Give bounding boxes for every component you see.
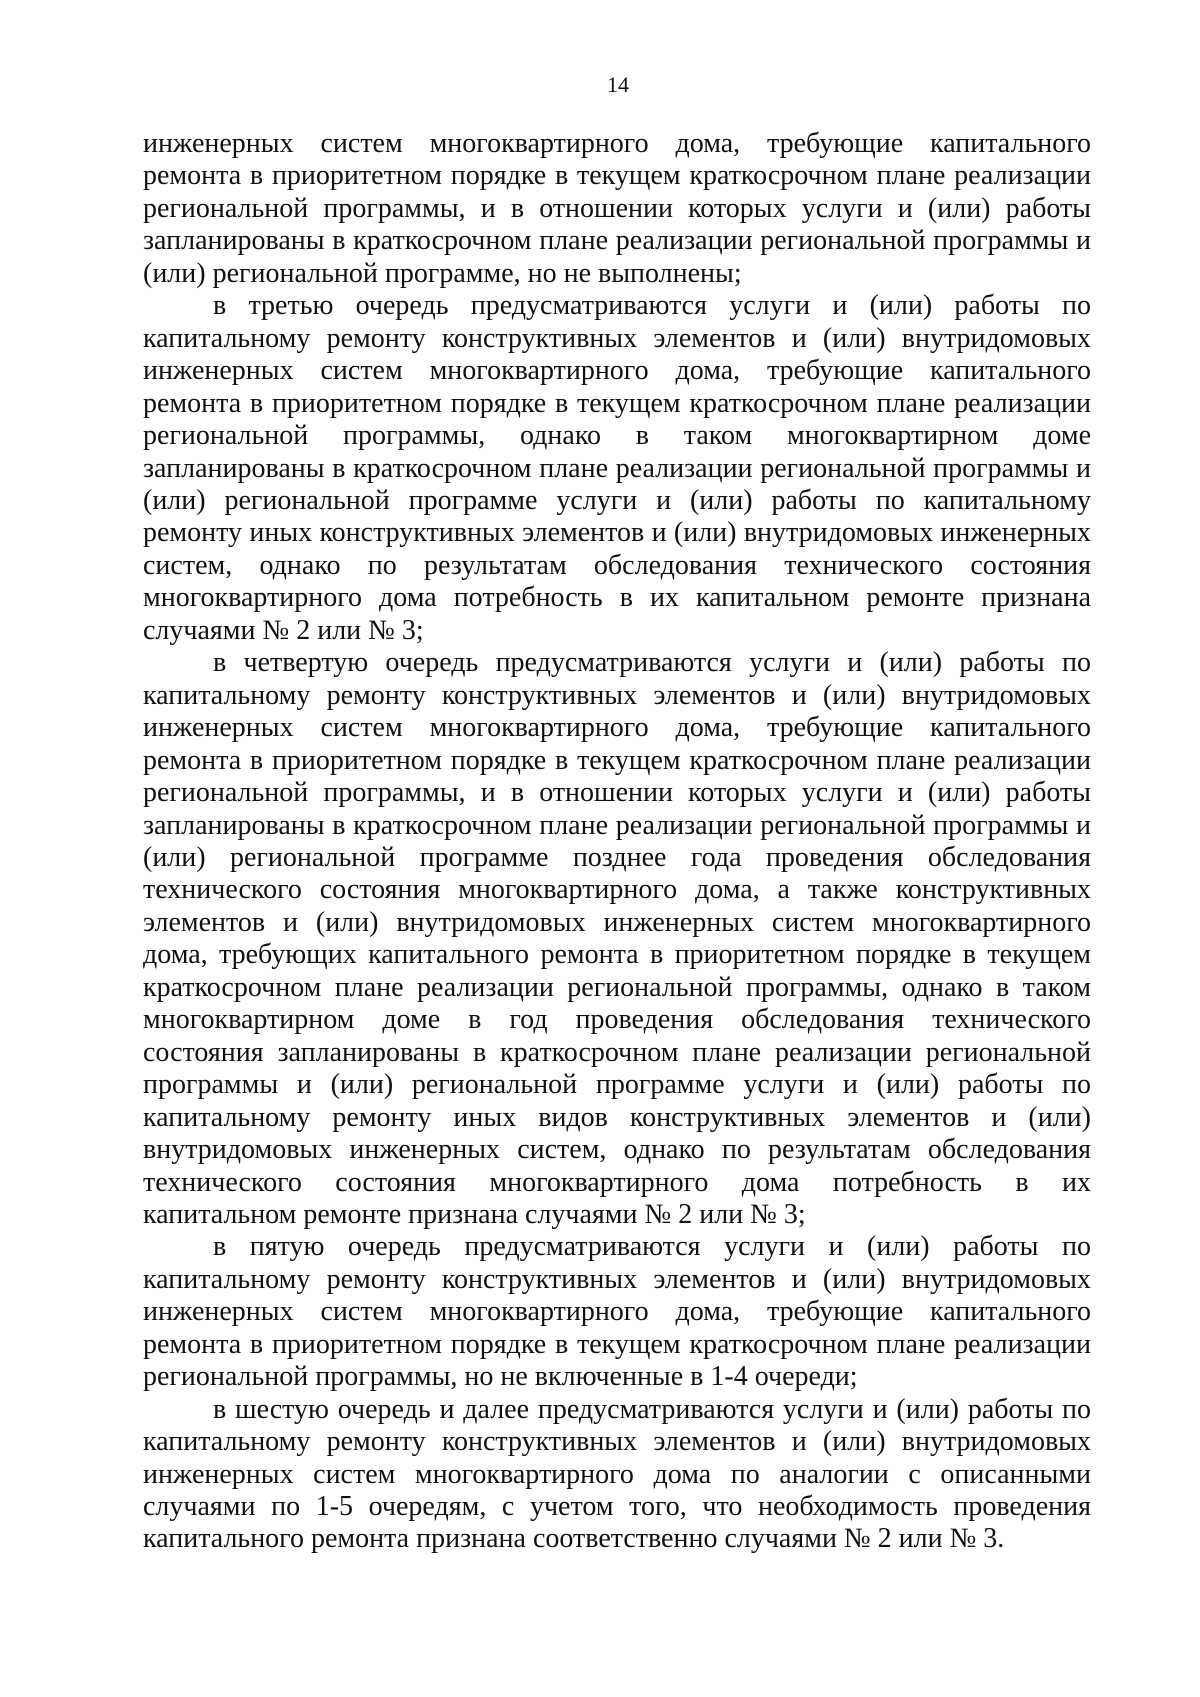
paragraph-third-priority: в третью очередь предусматриваются услуги и (или) работы по капитальному ремонту конструктивных элементов и (или) внутридомовых инженерных систем многоквартирного дома, требующие капитального ремонта в приоритетном порядке в текущем краткосрочном плане реализации региональной программы, однако в таком многоквартирном доме запланированы в краткосрочном плане реализации региональной программы и (или) региональной программе услуги и (или) работы по капитальному ремонту иных конструктивных элементов и (или) внутридомовых инженерных систем, однако по результатам обследования технического состояния многоквартирного дома потребность в их капитальном ремонте признана случаями № 2 или № 3;: [143, 290, 1091, 646]
paragraph-continuation: инженерных систем многоквартирного дома, требующие капитального ремонта в приоритетном порядке в текущем краткосрочном плане реализации региональной программы, и в отношении которых услуги и (или) работы запланированы в краткосрочном плане реализации региональной программы и (или) региональной программе, но не выполнены;: [143, 128, 1091, 289]
paragraph-fifth-priority: в пятую очередь предусматриваются услуги и (или) работы по капитальному ремонту конструктивных элементов и (или) внутридомовых инженерных систем многоквартирного дома, требующие капитального ремонта в приоритетном порядке в текущем краткосрочном плане реализации региональной программы, но не включенные в 1-4 очереди;: [143, 1231, 1091, 1393]
document-body: [143, 128, 1091, 1556]
paragraph-fourth-priority: в четвертую очередь предусматриваются услуги и (или) работы по капитальному ремонту конструктивных элементов и (или) внутридомовых инженерных систем многоквартирного дома, требующие капитального ремонта в приоритетном порядке в текущем краткосрочном плане реализации региональной программы, и в отношении которых услуги и (или) работы запланированы в краткосрочном плане реализации региональной программы и (или) региональной программе позднее года проведения обследования технического состояния многоквартирного дома, а также конструктивных элементов и (или) внутридомовых инженерных систем многоквартирного дома, требующих капитального ремонта в приоритетном порядке в текущем краткосрочном плане реализации региональной программы, однако в таком многоквартирном доме в год проведения обследования технического состояния запланированы в краткосрочном плане реализации региональной программы и (или) региональной программе услуги и (или) работы по капитальному ремонту иных видов конструктивных элементов и (или) внутридомовых инженерных систем, однако по результатам обследования технического состояния многоквартирного дома потребность в их капитальном ремонте признана случаями № 2 или № 3;: [143, 647, 1091, 1230]
paragraph-sixth-priority: в шестую очередь и далее предусматриваются услуги и (или) работы по капитальному ремонту конструктивных элементов и (или) внутридомовых инженерных систем многоквартирного дома по аналогии с описанными случаями по 1-5 очередям, с учетом того, что необходимость проведения капитального ремонта признана соответственно случаями № 2 или № 3.: [143, 1393, 1091, 1555]
page-number: 14: [607, 72, 629, 97]
